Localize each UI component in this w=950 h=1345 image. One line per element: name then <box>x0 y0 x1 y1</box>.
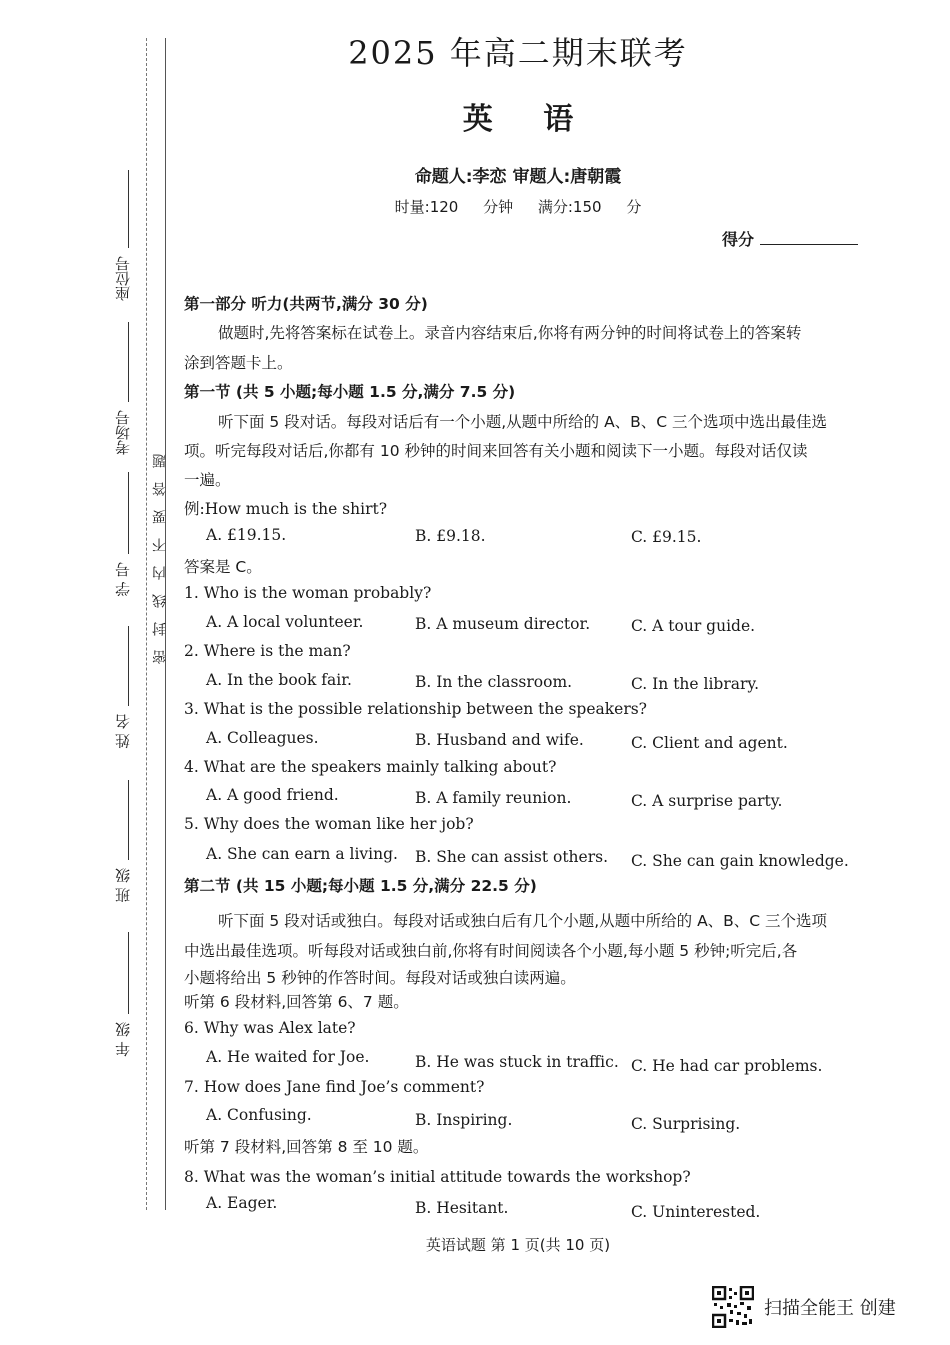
q6-option-b: B. He was stuck in traffic. <box>415 1053 619 1071</box>
student-id-label: 学 号 <box>114 562 132 597</box>
q7-option-a: A. Confusing. <box>206 1106 312 1124</box>
question-4: 4. What are the speakers mainly talking about? <box>184 758 557 776</box>
q2-option-c: C. In the library. <box>631 675 760 693</box>
q2-option-a: A. In the book fair. <box>206 671 352 689</box>
example-answer: 答案是 C。 <box>184 558 262 576</box>
q1-option-b: B. A museum director. <box>415 615 591 633</box>
section2-instruction-line-3: 小题将给出 5 秒钟的作答时间。每段对话或独白读两遍。 <box>184 969 576 987</box>
class-blank[interactable] <box>128 780 129 860</box>
q5-option-b: B. She can assist others. <box>415 848 609 866</box>
section1-instruction-line-1: 听下面 5 段对话。每段对话后有一个小题,从题中所给的 A、B、C 三个选项中选出最佳选 <box>218 413 828 431</box>
q1-option-a: A. A local volunteer. <box>206 613 364 631</box>
q6-option-c: C. He had car problems. <box>631 1057 823 1075</box>
exam-title: 2025 年高二期末联考 <box>348 34 688 72</box>
sealing-line-warning: 密封线内不要答题 <box>152 440 168 664</box>
q3-option-a: A. Colleagues. <box>206 729 319 747</box>
score-label: 得分 <box>722 230 755 249</box>
q1-option-c: C. A tour guide. <box>631 617 756 635</box>
question-8: 8. What was the woman’s initial attitude towards the workshop? <box>184 1168 691 1186</box>
q7-option-c: C. Surprising. <box>631 1115 741 1133</box>
exam-room-blank[interactable] <box>128 322 129 402</box>
question-5: 5. Why does the woman like her job? <box>184 815 474 833</box>
q5-option-a: A. She can earn a living. <box>206 845 398 863</box>
question-7: 7. How does Jane find Joe’s comment? <box>184 1078 485 1096</box>
exam-room-label: 考场号 <box>114 410 132 455</box>
question-1: 1. Who is the woman probably? <box>184 584 432 602</box>
section2-instruction-line-2: 中选出最佳选项。听每段对话或独白前,你将有时间阅读各个小题,每小题 5 秒钟;听完后,各 <box>184 942 798 960</box>
part1-intro-line-1: 做题时,先将答案标在试卷上。录音内容结束后,你将有两分钟的时间将试卷上的答案转 <box>218 324 802 342</box>
section1-instruction-line-2: 项。听完每段对话后,你都有 10 秒钟的时间来回答有关小题和阅读下一小题。每段对话仅读 <box>184 442 808 460</box>
q4-option-b: B. A family reunion. <box>415 789 572 807</box>
q2-option-b: B. In the classroom. <box>415 673 573 691</box>
section2-title: 第二节 (共 15 小题;每小题 1.5 分,满分 22.5 分) <box>184 877 537 895</box>
time-and-score-line: 时量:120 分钟 满分:150 分 <box>394 198 642 216</box>
question-3: 3. What is the possible relationship between the speakers? <box>184 700 647 718</box>
question-2: 2. Where is the man? <box>184 642 351 660</box>
q6-option-a: A. He waited for Joe. <box>206 1048 370 1066</box>
class-label: 班 级 <box>114 868 132 903</box>
section1-instruction-line-3: 一遍。 <box>184 471 231 489</box>
example-option-a: A. £19.15. <box>206 526 287 544</box>
name-blank[interactable] <box>128 626 129 706</box>
grade-blank[interactable] <box>128 932 129 1014</box>
example-option-c: C. £9.15. <box>631 528 702 546</box>
seat-number-label: 座位号 <box>114 256 132 301</box>
q5-option-c: C. She can gain knowledge. <box>631 852 849 870</box>
material-7-instruction: 听第 7 段材料,回答第 8 至 10 题。 <box>184 1138 429 1156</box>
material-6-instruction: 听第 6 段材料,回答第 6、7 题。 <box>184 993 409 1011</box>
part1-title: 第一部分 听力(共两节,满分 30 分) <box>184 295 428 313</box>
part1-intro-line-2: 涂到答题卡上。 <box>184 354 293 372</box>
section2-instruction-line-1: 听下面 5 段对话或独白。每段对话或独白后有几个小题,从题中所给的 A、B、C 三个选项 <box>218 912 828 930</box>
student-id-blank[interactable] <box>128 472 129 554</box>
subject-title: 英 语 <box>462 102 574 137</box>
authors-line: 命题人:李恋 审题人:唐朝霞 <box>414 167 622 187</box>
q7-option-b: B. Inspiring. <box>415 1111 513 1129</box>
section1-title: 第一节 (共 5 小题;每小题 1.5 分,满分 7.5 分) <box>184 383 516 401</box>
q3-option-c: C. Client and agent. <box>631 734 788 752</box>
question-6: 6. Why was Alex late? <box>184 1019 356 1037</box>
score-blank[interactable] <box>760 244 858 245</box>
q4-option-a: A. A good friend. <box>206 786 339 804</box>
q4-option-c: C. A surprise party. <box>631 792 783 810</box>
name-label: 姓 名 <box>114 714 132 749</box>
example-question: 例:How much is the shirt? <box>184 500 388 518</box>
q8-option-b: B. Hesitant. <box>415 1199 509 1217</box>
qr-code-icon <box>712 1286 754 1328</box>
q8-option-a: A. Eager. <box>206 1194 278 1212</box>
page-footer: 英语试题 第 1 页(共 10 页) <box>425 1236 611 1254</box>
q8-option-c: C. Uninterested. <box>631 1203 761 1221</box>
scanner-watermark: 扫描全能王 创建 <box>764 1298 896 1319</box>
example-option-b: B. £9.18. <box>415 527 486 545</box>
grade-label: 年 级 <box>114 1022 132 1057</box>
q3-option-b: B. Husband and wife. <box>415 731 584 749</box>
